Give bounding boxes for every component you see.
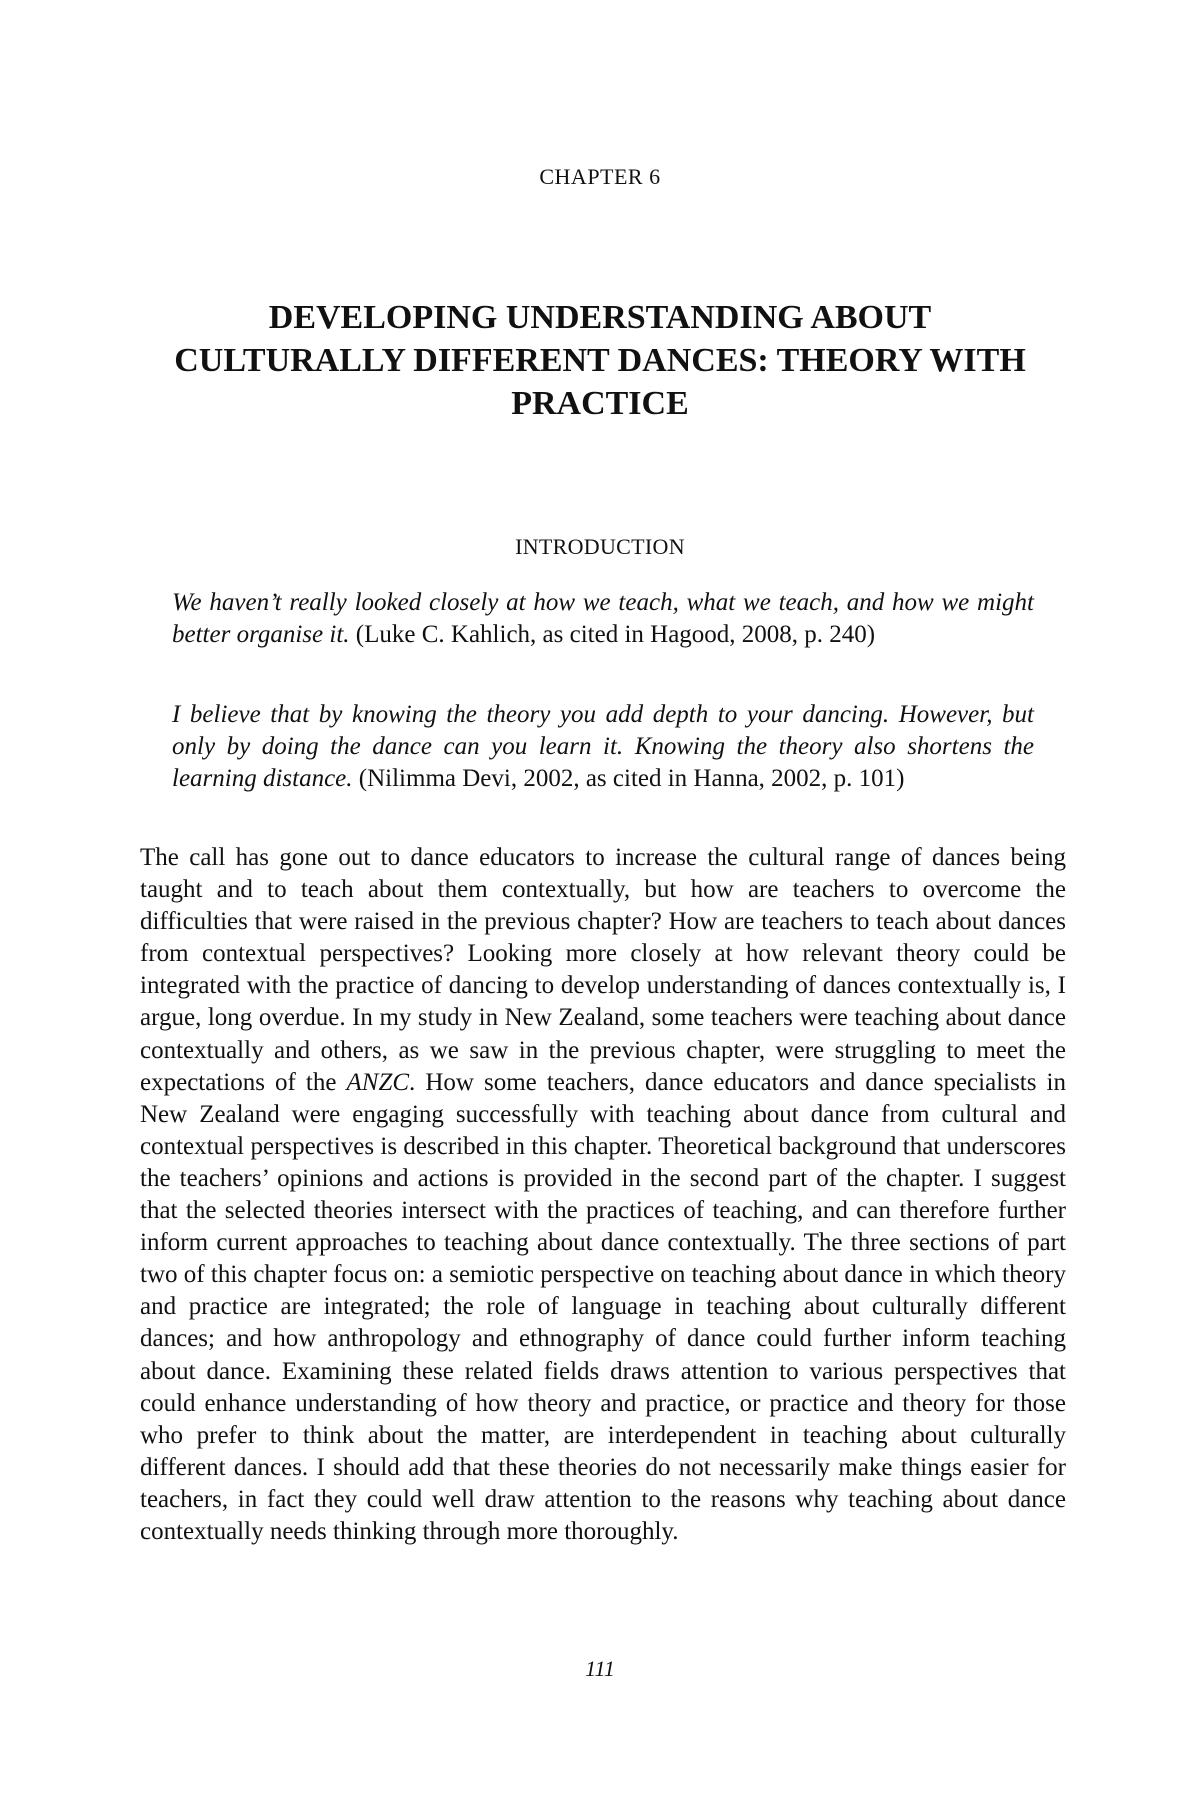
body-paragraph: [140, 842, 1066, 1548]
page-number: 111: [585, 1656, 615, 1681]
epigraph-citation: (Nilimma Devi, 2002, as cited in Hanna, 2002, p. 101): [358, 765, 905, 792]
epigraph-quote: We haven’t really looked closely at how we teach, what we teach, and how we might better organise it.: [172, 589, 1034, 648]
epigraph-quote: I believe that by knowing the theory you add depth to your dancing. However, but only by doing the dance can you learn it. Knowing the theory also shortens the learning distance.: [172, 701, 1034, 792]
body-text-part: The call has gone out to dance educators to increase the cultural range of dances being taught and to teach about them contextually, but how are teachers to overcome the difficulties that were raised in the previous chapter? How are teachers to teach about dances from contextual perspectives? Looking more closely at how relevant theory could be integrated with the practice of dancing to develop understanding of dances contextually is, I argue, long overdue. In my study in New Zealand, some teachers were teaching about dance contextually and others, as we saw in the previous chapter, were struggling to meet the expectations of the: [140, 844, 1066, 1096]
epigraph: [172, 699, 1034, 795]
epigraph: [172, 587, 1034, 651]
epigraph-citation: (Luke C. Kahlich, as cited in Hagood, 2008, p. 240): [355, 621, 876, 648]
chapter-label: CHAPTER 6: [539, 164, 661, 189]
body-text-part: . How some teachers, dance educators and dance specialists in New Zealand were engaging successfully with teaching about dance from cultural and contextual perspectives is described in this chapter. Theoretical background that underscores the teachers’ opinions and actions is provided in the second part of the chapter. I suggest that the selected theories intersect with the practices of teaching, and can therefore further inform current approaches to teaching about dance contextually. The three sections of part two of this chapter focus on: a semiotic perspective on teaching about dance in which theory and practice are integrated; the role of language in teaching about culturally different dances; and how anthropology and ethnography of dance could further inform teaching about dance. Examining these related fields draws attention to various perspectives that could enhance understanding of how theory and practice, or practice and theory for those who prefer to think about the matter, are interdependent in teaching about culturally different dances. I should add that these theories do not necessarily make things easier for teachers, in fact they could well draw attention to the reasons why teaching about dance contextually needs thinking through more thoroughly.: [140, 1068, 1066, 1545]
body-emphasis: ANZC: [346, 1068, 410, 1096]
section-heading: INTRODUCTION: [515, 534, 685, 559]
chapter-title: DEVELOPING UNDERSTANDING ABOUT CULTURALLY DIFFERENT DANCES: THEORY WITH PRACTICE: [174, 299, 1026, 422]
